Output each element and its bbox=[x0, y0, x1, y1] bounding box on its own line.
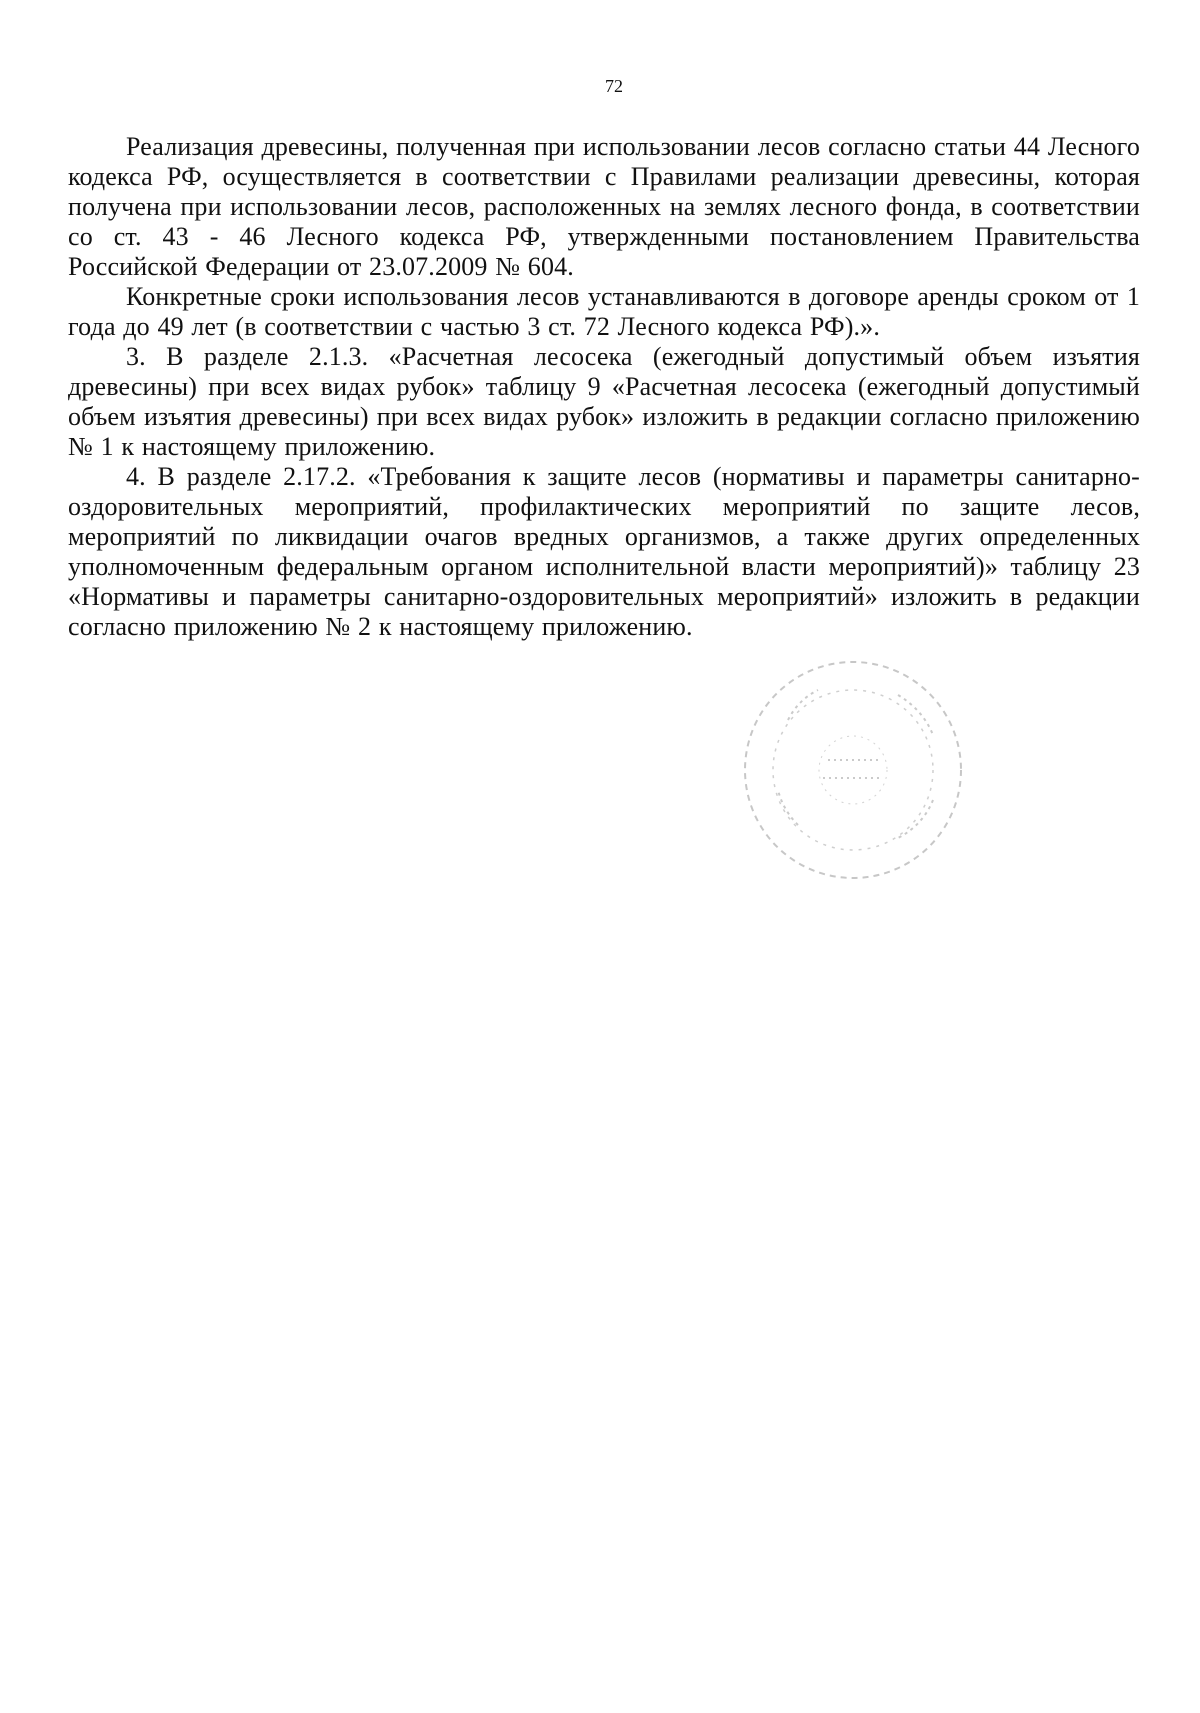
seal-outer-ring bbox=[745, 662, 961, 878]
paragraph-timber-sale: Реализация древесины, полученная при использовании лесов согласно статьи 44 Лесного кодекса РФ, осуществляется в соответствии с Правилами реализации древесины, которая получена при использовании лесов, расположенных на землях лесного фонда, в соответствии со ст. 43 - 46 Лесного кодекса РФ, утвержденными постановлением Правительства Российской Федерации от 23.07.2009 № 604. bbox=[68, 132, 1140, 281]
seal-center-ring bbox=[819, 736, 887, 804]
paragraph-item-4: 4. В разделе 2.17.2. «Требования к защите лесов (нормативы и параметры санитарно-оздоровительных мероприятий, профилактических мероприятий по защите лесов, мероприятий по ликвидации очагов вредных организмов, а также других определенных уполномоченным федеральным органом исполнительной власти мероприятий)» таблицу 23 «Нормативы и параметры санитарно-оздоровительных мероприятий» изложить в редакции согласно приложению № 2 к настоящему приложению. bbox=[68, 462, 1140, 641]
seal-icon bbox=[728, 650, 978, 890]
paragraph-item-3: 3. В разделе 2.1.3. «Расчетная лесосека (ежегодный допустимый объем изъятия древесины) при всех видах рубок» таблицу 9 «Расчетная лесосека (ежегодный допустимый объем изъятия древесины) при всех видах рубок» изложить в редакции согласно приложению № 1 к настоящему приложению. bbox=[68, 342, 1140, 461]
seal-inner-ring bbox=[773, 690, 933, 850]
page-number: 72 bbox=[605, 76, 623, 96]
paragraph-lease-terms: Конкретные сроки использования лесов устанавливаются в договоре аренды сроком от 1 года до 49 лет (в соответствии с частью 3 ст. 72 Лесного кодекса РФ).». bbox=[68, 282, 1140, 341]
